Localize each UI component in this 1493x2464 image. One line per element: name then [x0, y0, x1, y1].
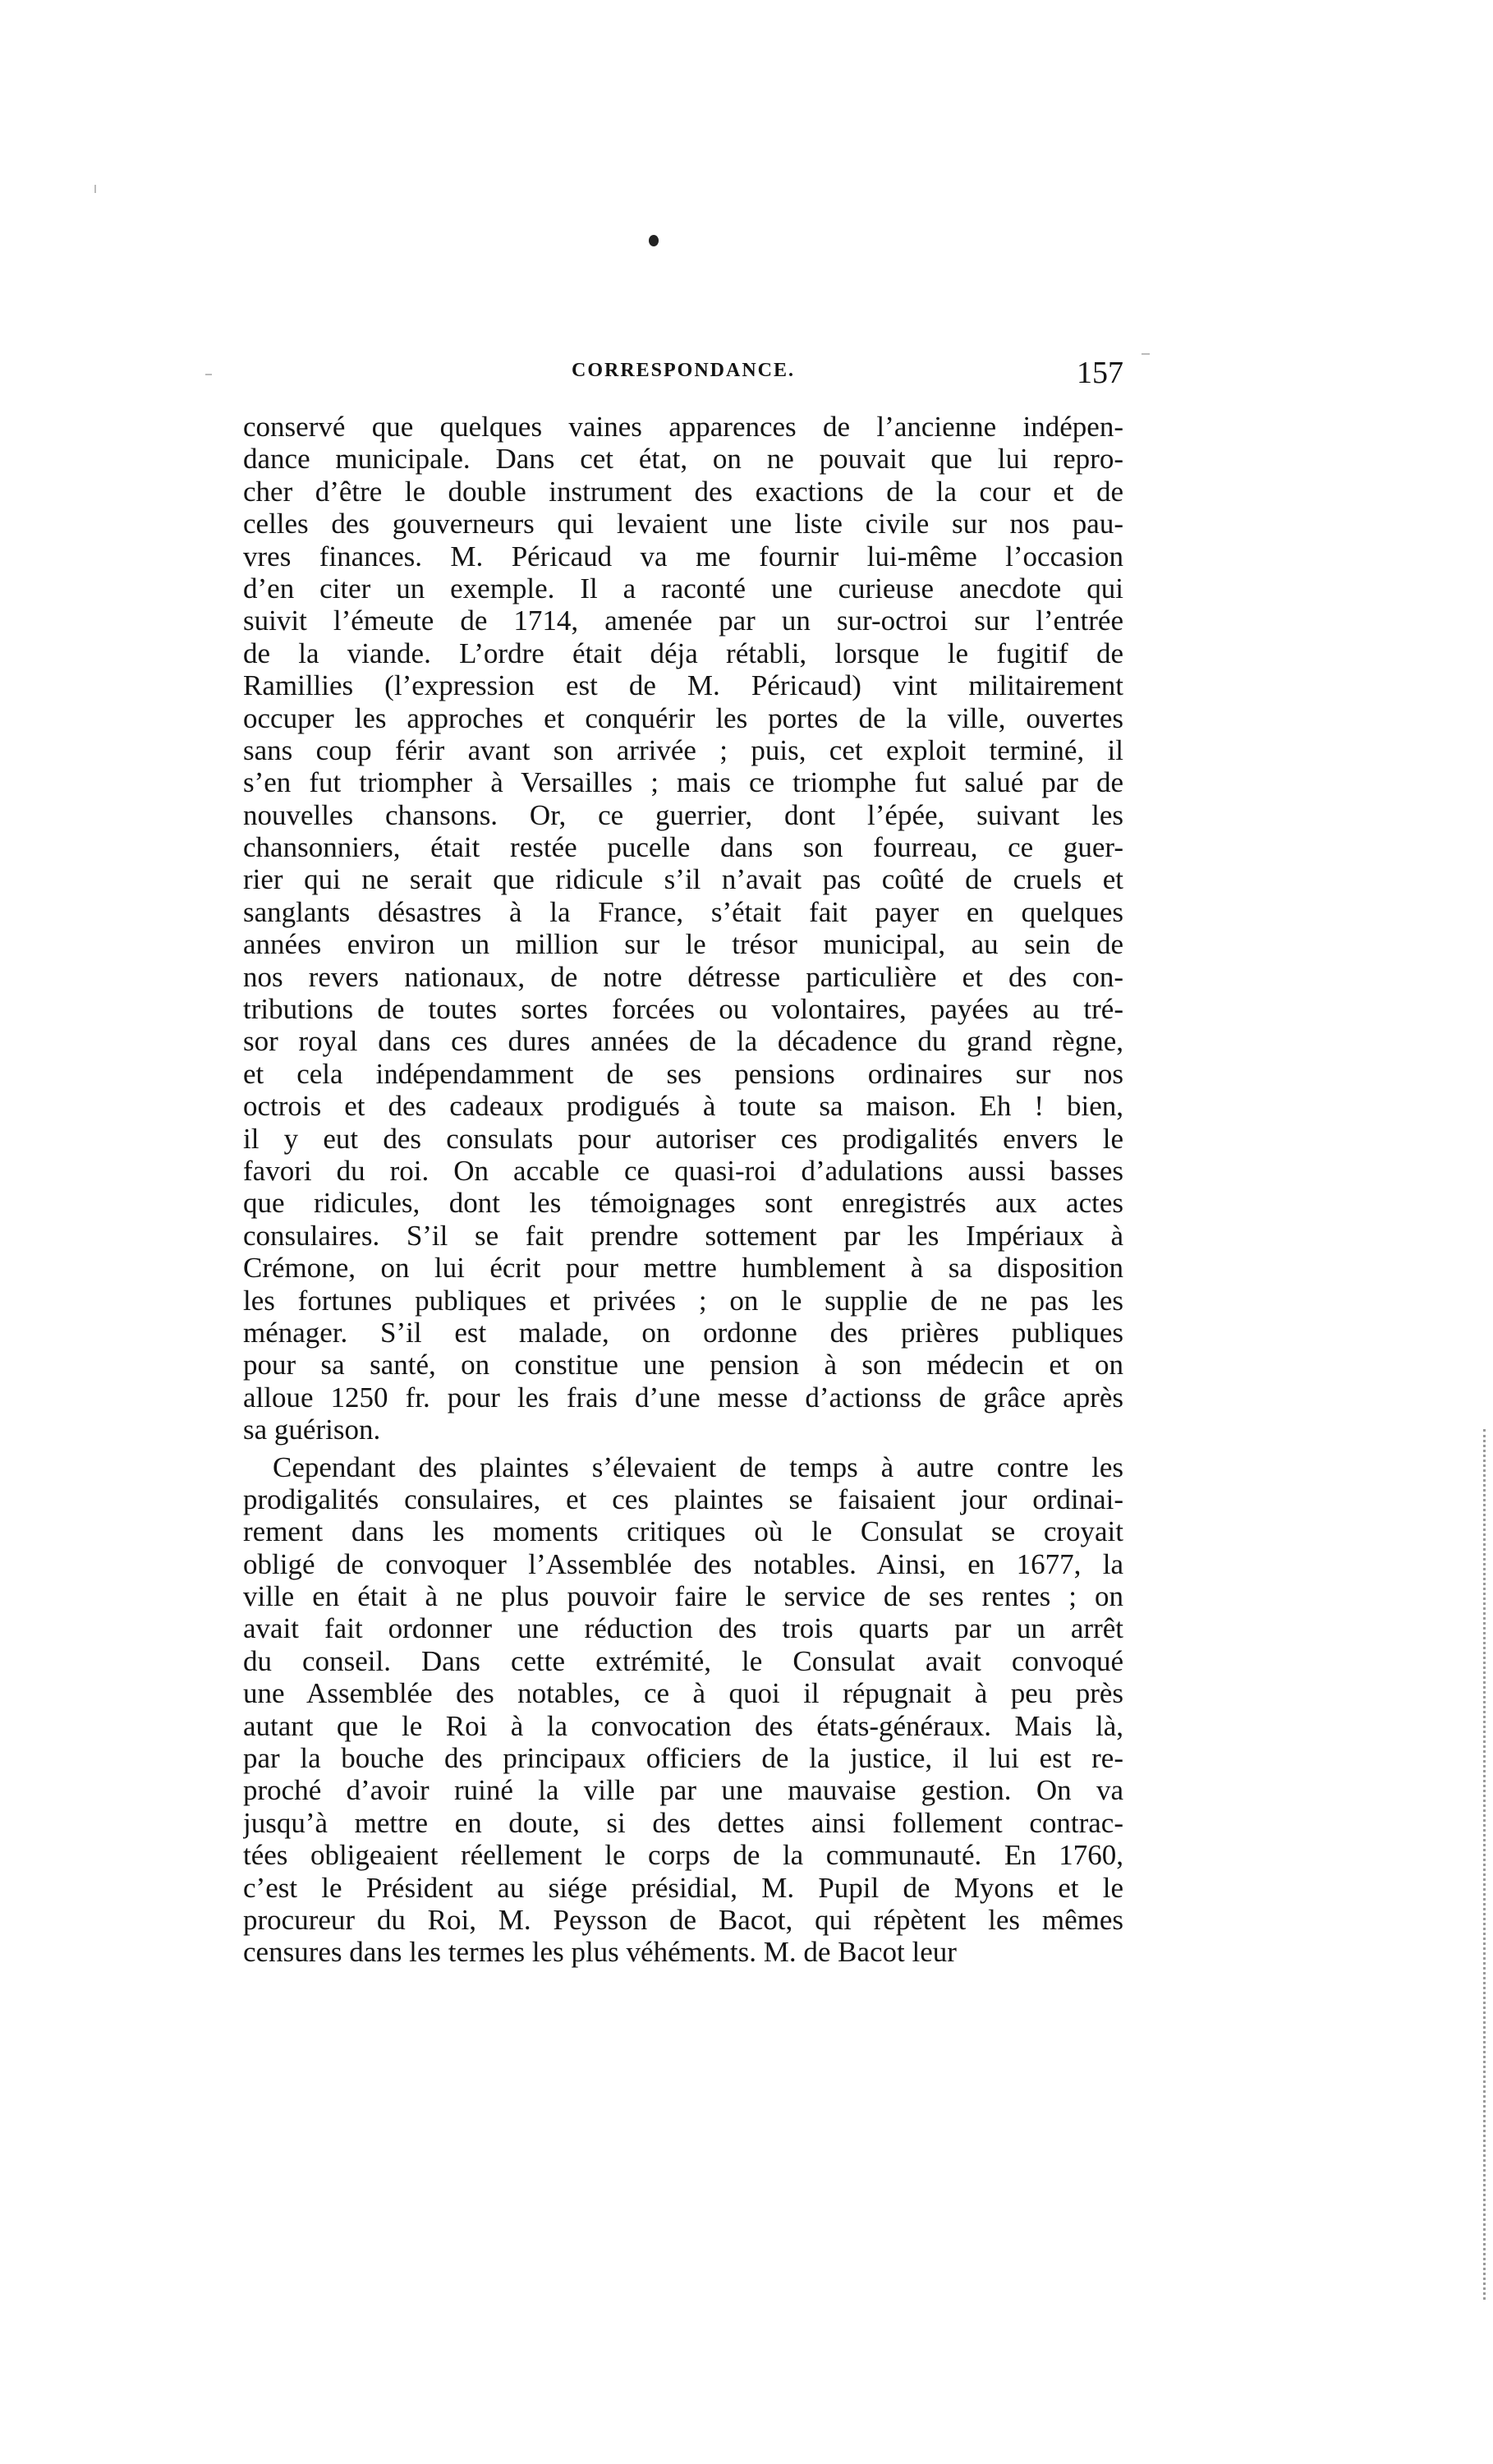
text-line: vres finances. M. Péricaud va me fournir lui-même l’occasion: [243, 540, 1123, 572]
text-line: procureur du Roi, M. Peysson de Bacot, qui répètent les mêmes: [243, 1903, 1123, 1936]
body-text: [243, 411, 1123, 1969]
page-edge: [1483, 1429, 1488, 2300]
page-header: [243, 356, 1123, 393]
scan-artifact: [1142, 353, 1150, 355]
text-line: Ramillies (l’expression est de M. Péricaud) vint militairement: [243, 669, 1123, 702]
text-line: une Assemblée des notables, ce à quoi il répugnait à peu près: [243, 1677, 1123, 1710]
scan-artifact: [205, 374, 212, 375]
text-line: que ridicules, dont les témoignages sont enregistrés aux actes: [243, 1187, 1123, 1220]
text-line: s’en fut triompher à Versailles ; mais ce triomphe fut salué par de: [243, 766, 1123, 799]
text-line: nos revers nationaux, de notre détresse particulière et des con-: [243, 960, 1123, 993]
text-line: avait fait ordonner une réduction des trois quarts par un arrêt: [243, 1612, 1123, 1645]
text-line: octrois et des cadeaux prodigués à toute sa maison. Eh ! bien,: [243, 1090, 1123, 1123]
text-line: tées obligeaient réellement le corps de la communauté. En 1760,: [243, 1839, 1123, 1872]
text-line: ville en était à ne plus pouvoir faire le service de ses rentes ; on: [243, 1580, 1123, 1613]
text-line: favori du roi. On accable ce quasi-roi d’adulations aussi basses: [243, 1154, 1123, 1187]
text-line: Cependant des plaintes s’élevaient de temps à autre contre les: [273, 1450, 1123, 1483]
text-line: obligé de convoquer l’Assemblée des notables. Ainsi, en 1677, la: [243, 1547, 1123, 1580]
text-line: Crémone, on lui écrit pour mettre humblement à sa disposition: [243, 1252, 1123, 1285]
text-line: du conseil. Dans cette extrémité, le Consulat avait convoqué: [243, 1644, 1123, 1677]
text-line: sans coup férir avant son arrivée ; puis, cet exploit terminé, il: [243, 733, 1123, 766]
text-line: sa guérison.: [243, 1414, 381, 1446]
text-line: cher d’être le double instrument des exactions de la cour et de: [243, 475, 1123, 508]
text-line: les fortunes publiques et privées ; on le supplie de ne pas les: [243, 1284, 1123, 1317]
text-line: c’est le Président au siége présidial, M. Pupil de Myons et le: [243, 1871, 1123, 1904]
text-line: suivit l’émeute de 1714, amenée par un sur-octroi sur l’entrée: [243, 605, 1123, 637]
text-line: consulaires. S’il se fait prendre sottement par les Impériaux à: [243, 1219, 1123, 1252]
ink-mark: [649, 235, 659, 246]
text-line: chansonniers, était restée pucelle dans son fourreau, ce guer-: [243, 831, 1123, 864]
scan-artifact: [94, 185, 96, 193]
text-line: dance municipale. Dans cet état, on ne pouvait que lui repro-: [243, 443, 1123, 476]
text-line: conservé que quelques vaines apparences de l’ancienne indépen-: [243, 411, 1123, 443]
text-line: celles des gouverneurs qui levaient une liste civile sur nos pau-: [243, 508, 1123, 540]
text-line: et cela indépendamment de ses pensions ordinaires sur nos: [243, 1057, 1123, 1090]
text-line: de la viande. L’ordre était déja rétabli, lorsque le fugitif de: [243, 637, 1123, 669]
text-line: occuper les approches et conquérir les portes de la ville, ouvertes: [243, 701, 1123, 734]
text-line: ménager. S’il est malade, on ordonne des prières publiques: [243, 1316, 1123, 1349]
paragraph: [243, 411, 1123, 1446]
text-line: sanglants désastres à la France, s’était fait payer en quelques: [243, 895, 1123, 928]
text-line: tributions de toutes sortes forcées ou volontaires, payées au tré-: [243, 993, 1123, 1026]
text-line: jusqu’à mettre en doute, si des dettes ainsi follement contrac-: [243, 1806, 1123, 1839]
text-line: alloue 1250 fr. pour les frais d’une messe d’actionss de grâce après: [243, 1381, 1123, 1414]
paragraph: [243, 1451, 1123, 1969]
text-line: d’en citer un exemple. Il a raconté une curieuse anecdote qui: [243, 572, 1123, 605]
text-line: sor royal dans ces dures années de la décadence du grand règne,: [243, 1025, 1123, 1058]
text-line: censures dans les termes les plus véhéments. M. de Bacot leur: [243, 1936, 957, 1969]
running-head: CORRESPONDANCE.: [571, 360, 795, 381]
text-line: nouvelles chansons. Or, ce guerrier, dont l’épée, suivant les: [243, 798, 1123, 831]
text-line: prodigalités consulaires, et ces plaintes se faisaient jour ordinai-: [243, 1483, 1123, 1515]
text-line: années environ un million sur le trésor municipal, au sein de: [243, 928, 1123, 961]
text-line: rement dans les moments critiques où le Consulat se croyait: [243, 1515, 1123, 1548]
text-line: proché d’avoir ruiné la ville par une mauvaise gestion. On va: [243, 1774, 1123, 1807]
text-line: il y eut des consulats pour autoriser ces prodigalités envers le: [243, 1122, 1123, 1155]
text-line: autant que le Roi à la convocation des états-généraux. Mais là,: [243, 1709, 1123, 1742]
text-line: par la bouche des principaux officiers de la justice, il lui est re-: [243, 1742, 1123, 1775]
text-line: pour sa santé, on constitue une pension à son médecin et on: [243, 1349, 1123, 1381]
text-line: rier qui ne serait que ridicule s’il n’avait pas coûté de cruels et: [243, 863, 1123, 896]
page-number: 157: [1077, 356, 1123, 390]
